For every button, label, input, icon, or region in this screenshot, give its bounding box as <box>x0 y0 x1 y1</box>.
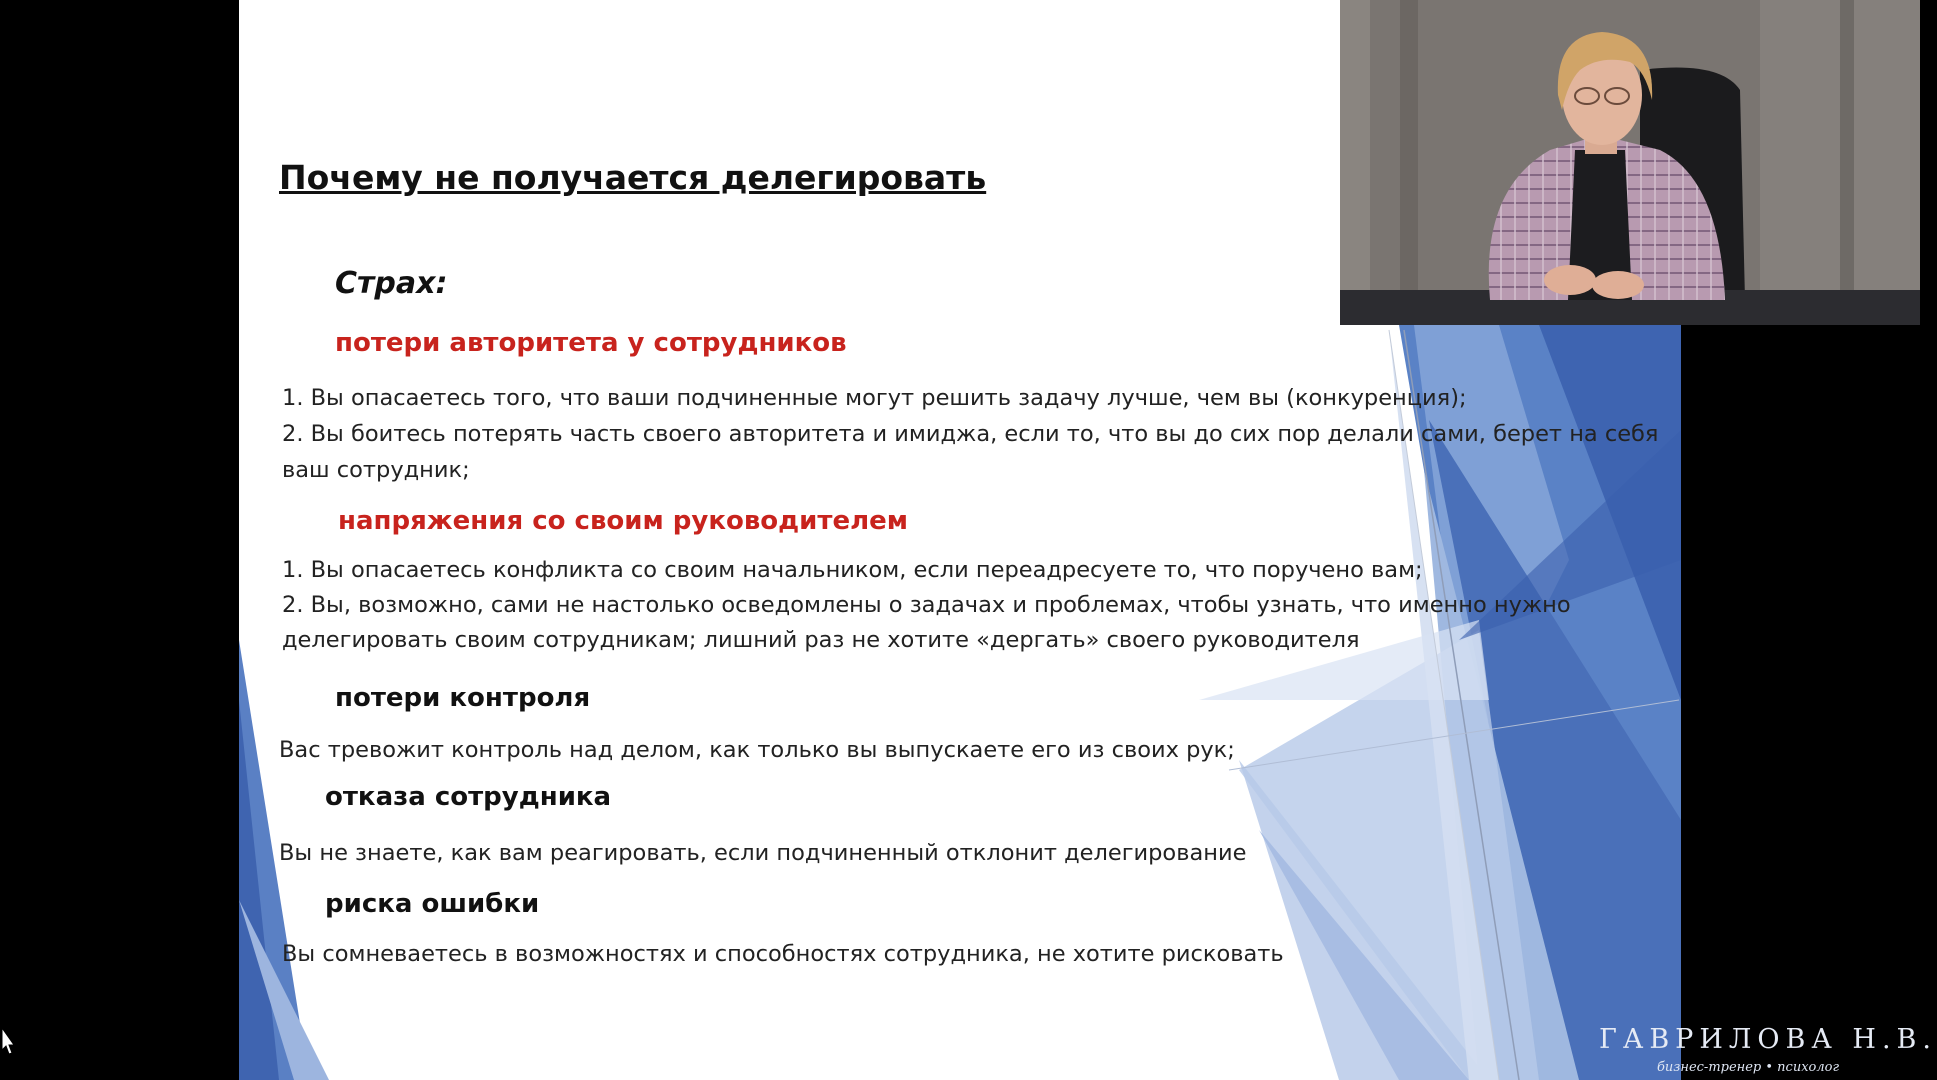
section-item: 1. Вы опасаетесь конфликта со своим начальником, если переадресуете то, что поручено вам; <box>282 557 1423 583</box>
section-item: Вас тревожит контроль над делом, как только вы выпускаете его из своих рук; <box>279 737 1235 763</box>
section-heading-employee-refusal: отказа сотрудника <box>325 782 612 812</box>
section-item: 1. Вы опасаетесь того, что ваши подчиненные могут решить задачу лучше, чем вы (конкуренция); <box>282 385 1467 411</box>
brand-subtitle: бизнес-тренер • психолог <box>1657 1060 1840 1075</box>
section-heading-authority: потери авторитета у сотрудников <box>335 328 847 358</box>
section-heading-manager-tension: напряжения со своим руководителем <box>338 506 909 536</box>
brand-logo-text: ГАВРИЛОВА Н.В. <box>1599 1024 1937 1055</box>
section-item: Вы не знаете, как вам реагировать, если подчиненный отклонит делегирование <box>279 840 1247 866</box>
presenter-video[interactable] <box>1340 0 1920 325</box>
slide-title: Почему не получается делегировать <box>279 158 987 197</box>
fear-heading: Страх: <box>335 266 448 301</box>
section-item: 2. Вы, возможно, сами не настолько осведомлены о задачах и проблемах, чтобы узнать, что именно нужно <box>282 592 1571 618</box>
section-item: Вы сомневаетесь в возможностях и способностях сотрудника, не хотите рисковать <box>282 941 1284 967</box>
section-item: 2. Вы боитесь потерять часть своего авторитета и имиджа, если то, что вы до сих пор делали сами, берет на себя <box>282 421 1659 447</box>
section-item: ваш сотрудник; <box>282 457 470 483</box>
section-heading-risk-of-error: риска ошибки <box>325 889 540 919</box>
presenter-video-frame <box>1340 0 1920 325</box>
presentation-slide <box>239 0 1937 1080</box>
section-item: делегировать своим сотрудникам; лишний раз не хотите «дергать» своего руководителя <box>282 627 1360 653</box>
section-heading-loss-of-control: потери контроля <box>335 683 591 713</box>
hand-pointer-icon <box>0 1026 16 1058</box>
